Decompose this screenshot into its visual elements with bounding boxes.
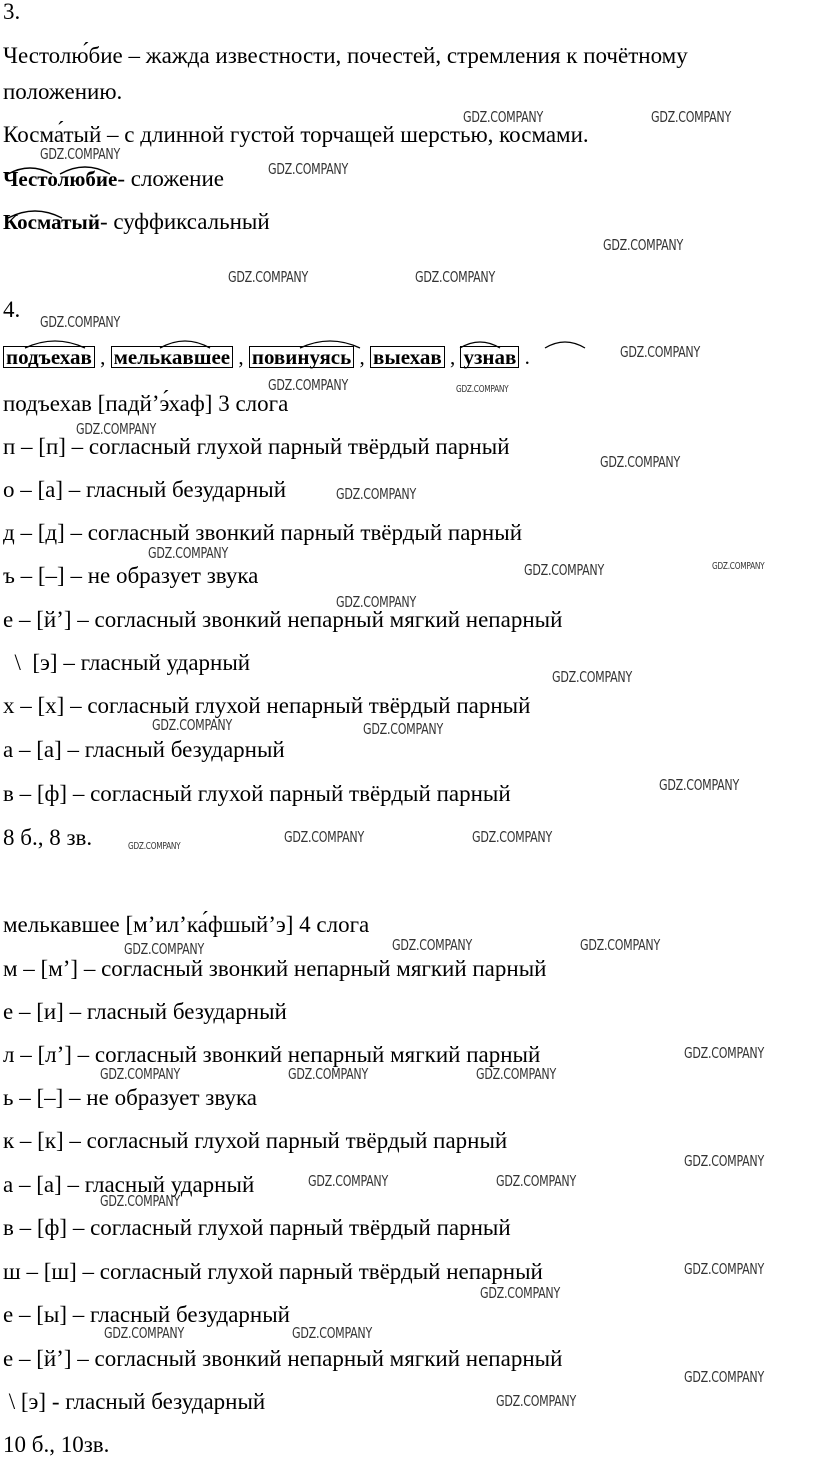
watermark: GDZ.COMPANY <box>268 376 348 394</box>
analysis2-total: 10 б., 10зв. <box>3 1432 110 1457</box>
separator: , <box>100 345 106 369</box>
analysis1-line: а – [а] – гласный безударный <box>3 737 285 762</box>
separator: , <box>238 345 244 369</box>
analysis1-line: п – [п] – согласный глухой парный твёрдый парный <box>3 434 510 459</box>
word-box: подъехав <box>3 346 95 368</box>
watermark: GDZ.COMPANY <box>40 145 120 163</box>
watermark: GDZ.COMPANY <box>152 716 232 734</box>
watermark: GDZ.COMPANY <box>228 268 308 286</box>
watermark: GDZ.COMPANY <box>415 268 495 286</box>
analysis1-line: в – [ф] – согласный глухой парный твёрдый парный <box>3 781 511 806</box>
watermark: GDZ.COMPANY <box>712 561 765 572</box>
watermark: GDZ.COMPANY <box>292 1324 372 1342</box>
analysis1-line: х – [х] – согласный глухой непарный твёрдый парный <box>3 693 531 718</box>
analysis2-title: мелькавшее [м’ил’ка́фшый’э] 4 слога <box>3 912 370 937</box>
word-box: мелькавшее <box>111 346 234 368</box>
task4-number: 4. <box>3 297 21 322</box>
watermark: GDZ.COMPANY <box>128 841 181 852</box>
watermark: GDZ.COMPANY <box>288 1065 368 1083</box>
watermark: GDZ.COMPANY <box>659 776 739 794</box>
watermark: GDZ.COMPANY <box>463 108 543 126</box>
analysis2-line: ь – [–] – не образует звука <box>3 1085 257 1110</box>
watermark: GDZ.COMPANY <box>336 485 416 503</box>
analysis2-line: е – [й’] – согласный звонкий непарный мягкий непарный <box>3 1346 563 1371</box>
analysis2-line: л – [л’] – согласный звонкий непарный мягкий парный <box>3 1042 541 1067</box>
definition-line-2: положению. <box>3 79 123 104</box>
watermark: GDZ.COMPANY <box>100 1192 180 1210</box>
watermark: GDZ.COMPANY <box>104 1324 184 1342</box>
watermark: GDZ.COMPANY <box>476 1065 556 1083</box>
watermark: GDZ.COMPANY <box>472 828 552 846</box>
watermark: GDZ.COMPANY <box>600 453 680 471</box>
word-box: узнав <box>460 346 519 368</box>
watermark: GDZ.COMPANY <box>684 1368 764 1386</box>
watermark: GDZ.COMPANY <box>392 936 472 954</box>
task3-number: 3. <box>3 0 21 24</box>
separator: , <box>359 345 365 369</box>
watermark: GDZ.COMPANY <box>524 561 604 579</box>
analysis1-title: подъехав [падй’э́хаф] 3 слога <box>3 391 289 416</box>
word-box: повинуясь <box>249 346 354 368</box>
definition-line-3: Косма́тый – с длинной густой торчащей шерстью, космами. <box>3 122 589 147</box>
watermark: GDZ.COMPANY <box>684 1260 764 1278</box>
watermark: GDZ.COMPANY <box>148 544 228 562</box>
analysis2-line: ш – [ш] – согласный глухой парный твёрдый непарный <box>3 1259 543 1284</box>
analysis1-line: \ [э] – гласный ударный <box>3 650 251 675</box>
analysis2-line: в – [ф] – согласный глухой парный твёрдый парный <box>3 1215 511 1240</box>
watermark: GDZ.COMPANY <box>456 384 509 395</box>
formation-type-1: - сложение <box>117 166 224 191</box>
analysis1-line: д – [д] – согласный звонкий парный твёрдый парный <box>3 520 523 545</box>
analysis1-line: о – [а] – гласный безударный <box>3 477 287 502</box>
watermark: GDZ.COMPANY <box>76 420 156 438</box>
watermark: GDZ.COMPANY <box>552 668 632 686</box>
word-chestolyubie: Честолюбие <box>3 167 118 191</box>
watermark: GDZ.COMPANY <box>336 593 416 611</box>
watermark: GDZ.COMPANY <box>480 1284 560 1302</box>
watermark: GDZ.COMPANY <box>124 940 204 958</box>
analysis2-line: \ [э] - гласный безударный <box>3 1389 266 1414</box>
watermark: GDZ.COMPANY <box>284 828 364 846</box>
watermark: GDZ.COMPANY <box>100 1065 180 1083</box>
end-period: . <box>524 345 530 369</box>
watermark: GDZ.COMPANY <box>684 1152 764 1170</box>
watermark: GDZ.COMPANY <box>308 1172 388 1190</box>
watermark: GDZ.COMPANY <box>496 1172 576 1190</box>
analysis2-line: е – [ы] – гласный безударный <box>3 1302 290 1327</box>
analysis1-total: 8 б., 8 зв. <box>3 825 93 850</box>
root-arc-icon <box>0 204 140 224</box>
watermark: GDZ.COMPANY <box>363 720 443 738</box>
watermark: GDZ.COMPANY <box>40 313 120 331</box>
analysis2-line: е – [и] – гласный безударный <box>3 999 287 1024</box>
analysis2-line: м – [м’] – согласный звонкий непарный мягкий парный <box>3 956 547 981</box>
watermark: GDZ.COMPANY <box>684 1044 764 1062</box>
analysis1-line: е – [й’] – согласный звонкий непарный мягкий непарный <box>3 607 563 632</box>
analysis2-line: к – [к] – согласный глухой парный твёрдый парный <box>3 1128 508 1153</box>
separator: , <box>449 345 456 369</box>
formation-type-2: - суффиксальный <box>99 209 270 234</box>
watermark: GDZ.COMPANY <box>268 160 348 178</box>
watermark: GDZ.COMPANY <box>651 108 731 126</box>
analysis2-line: а – [а] – гласный ударный <box>3 1172 255 1197</box>
morpheme-arcs-icon <box>0 334 620 350</box>
word-kosmaty: Косматый <box>3 210 100 234</box>
word-box: выехав <box>370 346 445 368</box>
analysis1-line: ъ – [–] – не образует звука <box>3 563 259 588</box>
watermark: GDZ.COMPANY <box>580 936 660 954</box>
watermark: GDZ.COMPANY <box>620 343 700 361</box>
definition-line-1: Честолю́бие – жажда известности, почестей, стремления к почётному <box>3 43 688 68</box>
watermark: GDZ.COMPANY <box>603 236 683 254</box>
watermark: GDZ.COMPANY <box>496 1392 576 1410</box>
root-arc-icon <box>0 160 140 180</box>
